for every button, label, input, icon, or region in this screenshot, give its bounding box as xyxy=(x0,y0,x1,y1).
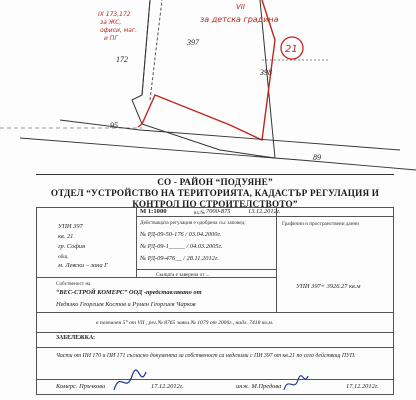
footer-architect: инж. М.Предова xyxy=(236,383,282,390)
cadastral-sketch xyxy=(0,0,416,175)
approvals-title: Действащата регулация е одобрена със заповед: xyxy=(140,220,246,226)
department-title-2: КОНТРОЛ ПО СТРОИТЕЛСТВОТО” xyxy=(132,199,298,209)
notes-title: ЗАБЕЛЕЖКА: xyxy=(56,335,96,341)
sketch-data-table xyxy=(36,207,394,395)
approval-1: № РД-09-50-176 / 03.04.2000г. xyxy=(140,231,222,238)
neighbour-label-3: офиси, маг. xyxy=(100,27,137,34)
footer-prepared: Комерс. Пръчкова xyxy=(56,383,106,390)
notes-text: Части от ПИ 170 и ПИ 171 съгласно документа за собственост са неделими с ПИ 397 от кв.21 по сега действащ ПУП. xyxy=(56,353,356,359)
owner-name: “ВЕС-СТРОЙ КОМЕРС” ООД -представлявано от xyxy=(56,289,202,296)
city-label: гр. София xyxy=(58,243,86,250)
footer-date: 17.12.2012г. xyxy=(151,383,184,390)
scale-label: М 1:1000 xyxy=(140,208,167,215)
right-note: Графични и пространствени данни xyxy=(282,221,360,227)
sketch-note: Скицата е заверена от ... xyxy=(156,272,210,278)
upi-area: УПИ 397= 3926.27 кв.м xyxy=(296,283,361,290)
department-title: ОТДЕЛ “УСТРОЙСТВО НА ТЕРИТОРИЯТА, КАДАСТЪР РЕГУЛАЦИЯ И xyxy=(50,188,380,198)
header-top-rule xyxy=(36,174,394,175)
cadastral-note: в поземлен 5° от VII , рег.№ 8765 заявл.№ 1079 от 2000г., надл. 7418 кв.м. xyxy=(96,320,274,326)
approval-2: № РД-09-1_____ / 04.03.2005г. xyxy=(140,243,223,250)
owner-representatives: Недялко Георгиев Костов и Румен Георгиев Чарков xyxy=(56,301,196,308)
neighbour-number: 172 xyxy=(116,55,128,64)
quarter-label: кв. 21 xyxy=(58,233,74,240)
street-right-number: 89 xyxy=(313,153,321,162)
upi-label: УПИ 397 xyxy=(58,223,83,230)
locality-label: м. Левски – зона Г xyxy=(58,262,108,269)
parcel-number: 397 xyxy=(187,38,199,47)
circled-number: 21 xyxy=(285,44,298,55)
district-title: СО - РАЙОН “ПОДУЯНЕ” xyxy=(157,177,273,187)
municipality-label: общ. xyxy=(58,254,69,260)
neighbour-label-1: IX 173,172 xyxy=(98,11,131,18)
footer-date-2: 17.12.2012г. xyxy=(346,383,379,390)
ref-label: вх.№ xyxy=(194,210,206,216)
signature-1 xyxy=(110,368,150,398)
neighbour-label-4: и ПГ xyxy=(104,35,118,42)
parcel-main-label: за детска градина xyxy=(200,15,279,24)
issue-date: 13.12.2012г. xyxy=(248,208,281,215)
signature-2 xyxy=(280,370,310,396)
neighbour-label-2: за ЖС, xyxy=(100,19,122,26)
ref-number: 7000-875 xyxy=(206,208,231,215)
street-left-number: 95 xyxy=(110,121,118,130)
owner-label: Собственост на xyxy=(56,281,91,287)
parcel-main-roman: VII xyxy=(236,3,245,11)
approval-3: № РД-09-476__ / 28.11.2012г. xyxy=(140,255,219,262)
right-number: 398 xyxy=(260,68,272,77)
